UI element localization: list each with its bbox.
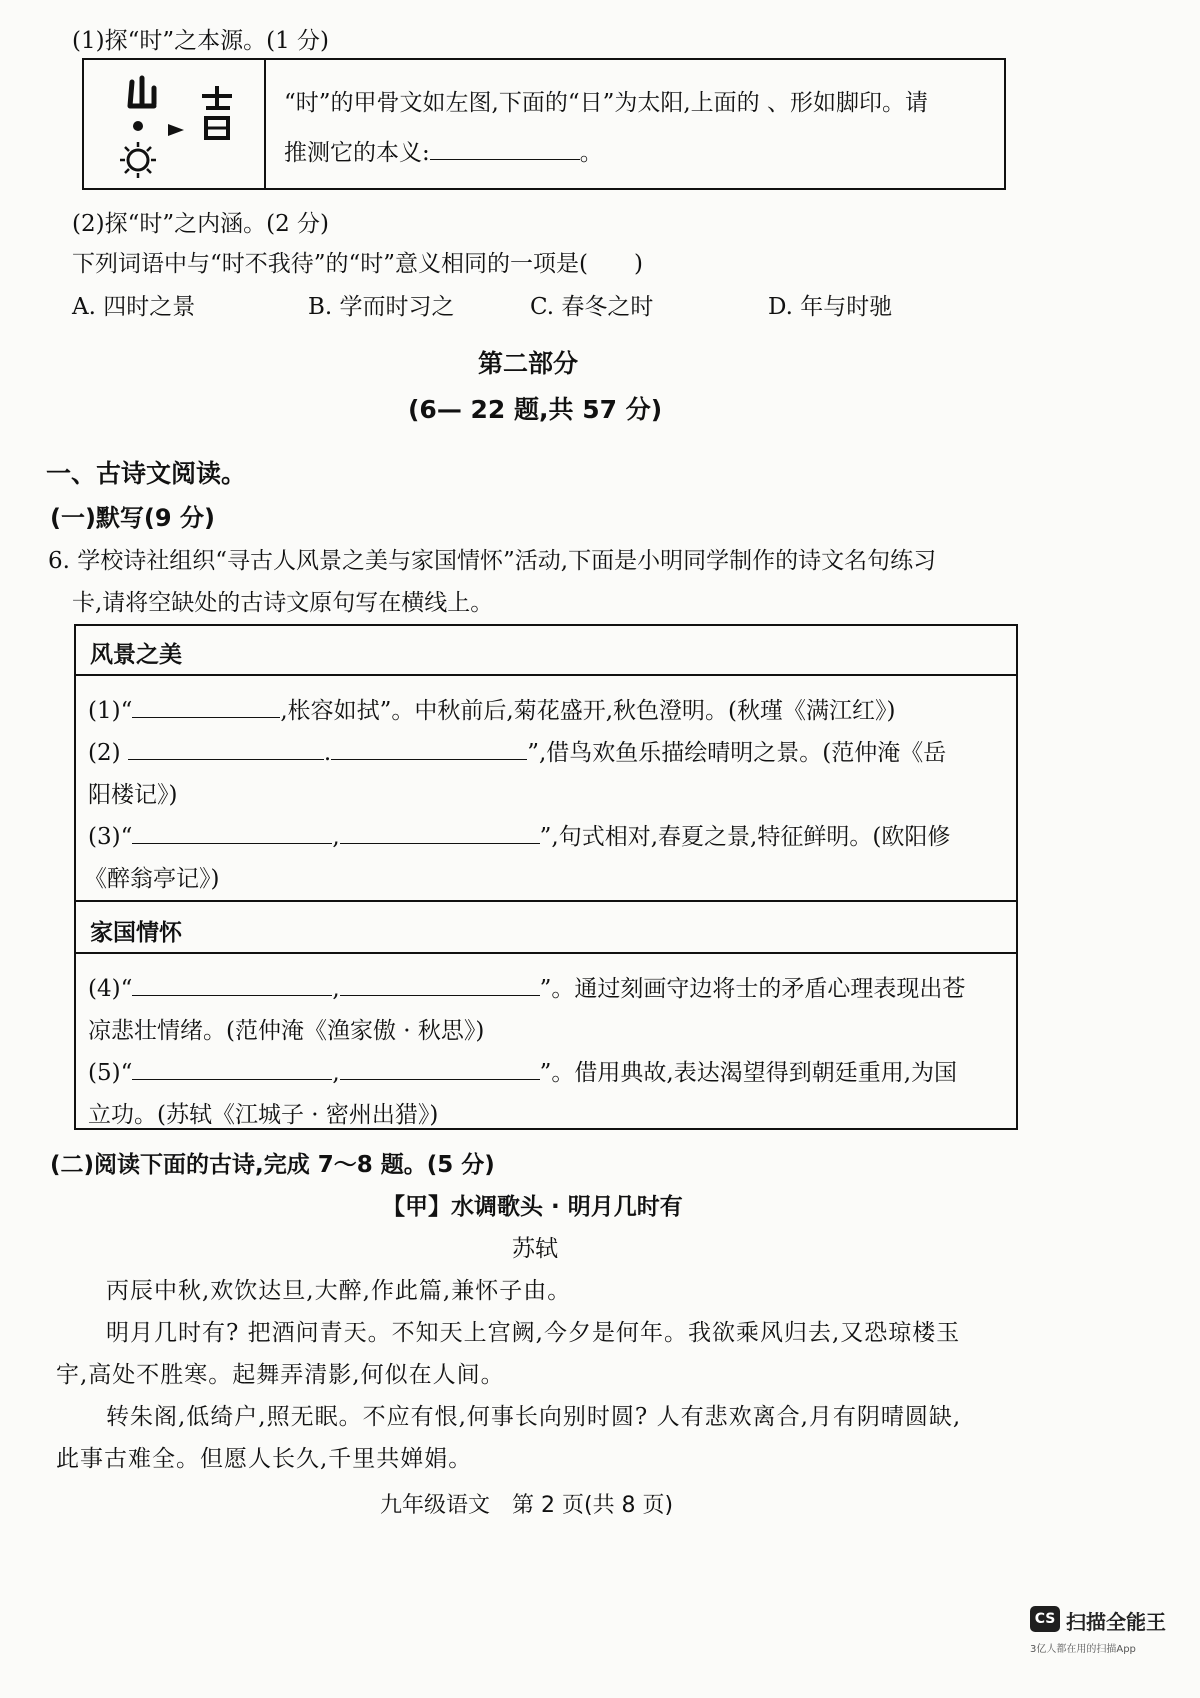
table-heading-scenery: 风景之美: [90, 642, 182, 668]
row-suffix: ”,借鸟欢鱼乐描绘晴明之景。(范仲淹《岳: [527, 740, 947, 766]
option-b: B. 学而时习之: [308, 294, 455, 320]
watermark-name: 扫描全能王: [1066, 1610, 1166, 1634]
q5-p1-line2: [284, 134, 603, 167]
row-prefix: (2): [88, 740, 128, 766]
answer-blank[interactable]: [430, 135, 580, 160]
table-row: [88, 1054, 957, 1087]
q6-line1: 6. 学校诗社组织“寻古人风景之美与家国情怀”活动,下面是小明同学制作的诗文名句练习: [48, 548, 937, 574]
table-divider: [76, 674, 1016, 676]
row-separator: .: [323, 740, 332, 766]
section1-title: 一、古诗文阅读。: [46, 459, 247, 488]
poem-title: 【甲】水调歌头 · 明月几时有: [382, 1194, 683, 1220]
poem-line: 明月几时有? 把酒问青天。不知天上宫阙,今夕是何年。我欲乘风归去,又恐琼楼玉: [106, 1320, 961, 1346]
table-row: [88, 734, 946, 767]
answer-blank[interactable]: [132, 1055, 332, 1080]
answer-blank[interactable]: [128, 735, 324, 760]
row-prefix: (3)“: [88, 824, 133, 850]
table-row: [88, 970, 965, 1003]
row-separator: ,: [332, 976, 340, 1002]
row-suffix: ”,句式相对,春夏之景,特征鲜明。(欧阳修: [539, 824, 951, 850]
answer-blank[interactable]: [331, 735, 527, 760]
row-suffix: ”。借用典故,表达渴望得到朝廷重用,为国: [539, 1060, 958, 1086]
q5-part2-question: 下列词语中与“时不我待”的“时”意义相同的一项是( ): [72, 251, 643, 277]
watermark-tagline: 3亿人都在用的扫描App: [1030, 1644, 1136, 1655]
row-suffix: ,枨容如拭”。中秋前后,菊花盛开,秋色澄明。(秋瑾《满江红》): [280, 698, 896, 724]
q5-p1-line2-prefix: 推测它的本义:: [284, 140, 430, 166]
answer-blank[interactable]: [340, 971, 540, 996]
practice-card-table: [74, 624, 1018, 1130]
section1-sub1: (一)默写(9 分): [50, 504, 215, 532]
table-row: [88, 818, 950, 851]
poem-line: 宇,高处不胜寒。起舞弄清影,何似在人间。: [56, 1362, 505, 1388]
row-suffix: ”。通过刻画守边将士的矛盾心理表现出苍: [539, 976, 966, 1002]
row-continuation: 《醉翁亭记》): [84, 866, 220, 892]
poem-line: 转朱阁,低绮户,照无眠。不应有恨,何事长向别时圆? 人有悲欢离合,月有阴晴圆缺,: [106, 1404, 962, 1430]
row-prefix: (1)“: [88, 698, 133, 724]
part2-subtitle: (6— 22 题,共 57 分): [408, 395, 663, 424]
oracle-bone-box: [82, 58, 1006, 190]
table-divider: [76, 952, 1016, 954]
part2-title: 第二部分: [478, 349, 579, 378]
row-prefix: (5)“: [88, 1060, 133, 1086]
answer-blank[interactable]: [132, 693, 280, 718]
answer-blank[interactable]: [132, 819, 332, 844]
row-continuation: 立功。(苏轼《江城子 · 密州出猎》): [88, 1102, 439, 1128]
option-d: D. 年与时驰: [768, 294, 893, 320]
q6-line2: 卡,请将空缺处的古诗文原句写在横线上。: [72, 590, 494, 616]
row-continuation: 阳楼记》): [88, 782, 178, 808]
row-continuation: 凉悲壮情绪。(范仲淹《渔家傲 · 秋思》): [88, 1018, 485, 1044]
section2-sub2: (二)阅读下面的古诗,完成 7～8 题。(5 分): [50, 1152, 495, 1178]
row-prefix: (4)“: [88, 976, 133, 1002]
option-c: C. 春冬之时: [530, 294, 654, 320]
scanner-logo-icon: CS: [1030, 1606, 1060, 1632]
poem-preface: 丙辰中秋,欢饮达旦,大醉,作此篇,兼怀子由。: [106, 1278, 572, 1304]
page-footer: 九年级语文 第 2 页(共 8 页): [380, 1493, 674, 1518]
row-separator: ,: [332, 1060, 340, 1086]
q5-p1-line2-suffix: 。: [579, 140, 603, 166]
answer-blank[interactable]: [340, 819, 540, 844]
q5-part2-title: (2)探“时”之内涵。(2 分): [72, 211, 329, 237]
oracle-bone-glyph-image: [102, 68, 252, 180]
table-divider: [76, 900, 1016, 902]
row-separator: ,: [332, 824, 340, 850]
option-a: A. 四时之景: [72, 294, 196, 320]
poem-line: 此事古难全。但愿人长久,千里共婵娟。: [56, 1446, 473, 1472]
box-divider: [264, 60, 266, 188]
q5-p1-line1: “时”的甲骨文如左图,下面的“日”为太阳,上面的 、形如脚印。请: [284, 90, 928, 116]
table-row: [88, 692, 895, 725]
answer-blank[interactable]: [340, 1055, 540, 1080]
table-heading-patriotism: 家国情怀: [90, 920, 182, 946]
answer-blank[interactable]: [132, 971, 332, 996]
poem-author: 苏轼: [512, 1236, 558, 1262]
q5-part1-title: (1)探“时”之本源。(1 分): [72, 28, 329, 54]
